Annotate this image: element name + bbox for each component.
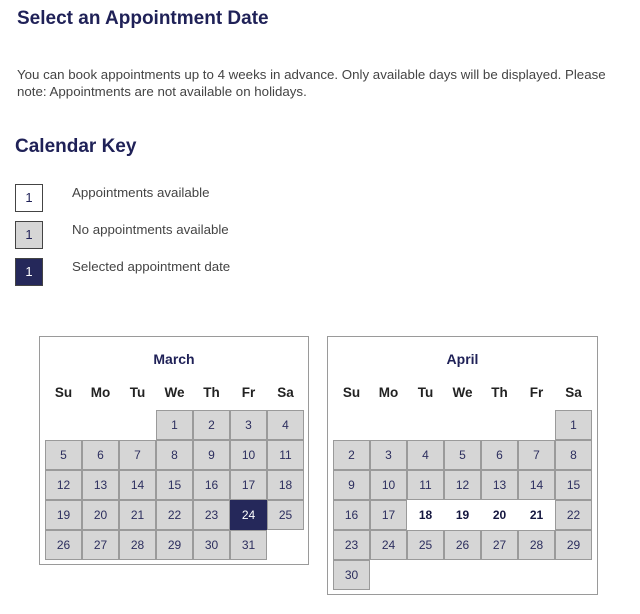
day-cell-unavailable: 25: [407, 530, 444, 560]
day-cell-unavailable: 22: [156, 500, 193, 530]
calendar-month-title: April: [446, 351, 479, 367]
page-title: Select an Appointment Date: [17, 8, 269, 29]
day-cell-unavailable: 28: [119, 530, 156, 560]
day-cell-unavailable: 15: [156, 470, 193, 500]
key-label-unavailable: No appointments available: [72, 222, 229, 237]
day-cell-unavailable: 13: [82, 470, 119, 500]
day-cell-unavailable: 16: [333, 500, 370, 530]
key-sample-available: 1: [15, 184, 43, 212]
day-cell-unavailable: 3: [230, 410, 267, 440]
day-cell-unavailable: 27: [82, 530, 119, 560]
day-cell-unavailable: 8: [555, 440, 592, 470]
day-cell-unavailable: 18: [267, 470, 304, 500]
key-row-unavailable: [15, 221, 315, 249]
weekday-header: Th: [203, 385, 220, 400]
weekday-header: Su: [342, 385, 361, 400]
day-cell-unavailable: 15: [555, 470, 592, 500]
day-cell-unavailable: 4: [267, 410, 304, 440]
day-cell-unavailable: 3: [370, 440, 407, 470]
day-cell-unavailable: 9: [333, 470, 370, 500]
day-cell-unavailable: 24: [370, 530, 407, 560]
calendar-march: [39, 336, 309, 565]
day-cell-unavailable: 26: [444, 530, 481, 560]
day-cell-unavailable: 29: [555, 530, 592, 560]
weekday-header: Tu: [417, 385, 434, 400]
weekday-header: We: [164, 385, 185, 400]
day-cell-selected[interactable]: 24: [230, 500, 267, 530]
day-cell-unavailable: 11: [267, 440, 304, 470]
day-cell-unavailable: 1: [555, 410, 592, 440]
intro-text: You can book appointments up to 4 weeks in advance. Only available days will be displayed. Please note: Appointments are not available on holidays.: [17, 67, 606, 99]
day-cell-unavailable: 5: [45, 440, 82, 470]
day-cell-unavailable: 9: [193, 440, 230, 470]
day-cell-unavailable: 25: [267, 500, 304, 530]
calendar-key-title: Calendar Key: [15, 136, 137, 157]
day-cell-available[interactable]: 19: [444, 500, 481, 530]
weekday-header: Fr: [529, 385, 544, 400]
day-cell-unavailable: 7: [119, 440, 156, 470]
day-cell-unavailable: 30: [193, 530, 230, 560]
day-cell-unavailable: 12: [444, 470, 481, 500]
day-cell-unavailable: 13: [481, 470, 518, 500]
calendar-month-title: March: [153, 351, 195, 367]
day-cell-unavailable: 17: [370, 500, 407, 530]
weekday-header: Sa: [277, 385, 294, 400]
key-row-selected: [15, 258, 315, 286]
day-cell-unavailable: 30: [333, 560, 370, 590]
day-cell-unavailable: 21: [119, 500, 156, 530]
day-cell-unavailable: 27: [481, 530, 518, 560]
weekday-header: Sa: [565, 385, 582, 400]
day-cell-unavailable: 19: [45, 500, 82, 530]
weekday-header: Tu: [129, 385, 146, 400]
day-cell-available[interactable]: 21: [518, 500, 555, 530]
day-cell-unavailable: 23: [193, 500, 230, 530]
key-label-selected: Selected appointment date: [72, 259, 231, 274]
weekday-header: We: [452, 385, 473, 400]
day-cell-unavailable: 31: [230, 530, 267, 560]
key-sample-selected: 1: [15, 258, 43, 286]
day-cell-unavailable: 14: [518, 470, 555, 500]
day-cell-unavailable: 6: [82, 440, 119, 470]
day-cell-unavailable: 6: [481, 440, 518, 470]
day-cell-unavailable: 11: [407, 470, 444, 500]
day-cell-unavailable: 20: [82, 500, 119, 530]
day-cell-unavailable: 14: [119, 470, 156, 500]
day-cell-unavailable: 8: [156, 440, 193, 470]
weekday-header: Mo: [90, 385, 111, 400]
day-cell-unavailable: 2: [193, 410, 230, 440]
weekday-header: Fr: [241, 385, 256, 400]
day-cell-unavailable: 16: [193, 470, 230, 500]
day-cell-unavailable: 17: [230, 470, 267, 500]
day-cell-unavailable: 29: [156, 530, 193, 560]
day-cell-available[interactable]: 20: [481, 500, 518, 530]
day-cell-available[interactable]: 18: [407, 500, 444, 530]
weekday-header: Th: [491, 385, 508, 400]
day-cell-unavailable: 23: [333, 530, 370, 560]
weekday-header: Su: [54, 385, 73, 400]
key-sample-unavailable: 1: [15, 221, 43, 249]
day-cell-unavailable: 10: [370, 470, 407, 500]
key-row-available: [15, 184, 315, 212]
day-cell-unavailable: 12: [45, 470, 82, 500]
day-cell-unavailable: 10: [230, 440, 267, 470]
day-cell-unavailable: 7: [518, 440, 555, 470]
key-label-available: Appointments available: [72, 185, 210, 200]
day-cell-unavailable: 4: [407, 440, 444, 470]
day-cell-unavailable: 1: [156, 410, 193, 440]
calendar-april: [327, 336, 598, 595]
day-cell-unavailable: 26: [45, 530, 82, 560]
day-cell-unavailable: 22: [555, 500, 592, 530]
weekday-header: Mo: [378, 385, 399, 400]
day-cell-unavailable: 28: [518, 530, 555, 560]
day-cell-unavailable: 5: [444, 440, 481, 470]
day-cell-unavailable: 2: [333, 440, 370, 470]
